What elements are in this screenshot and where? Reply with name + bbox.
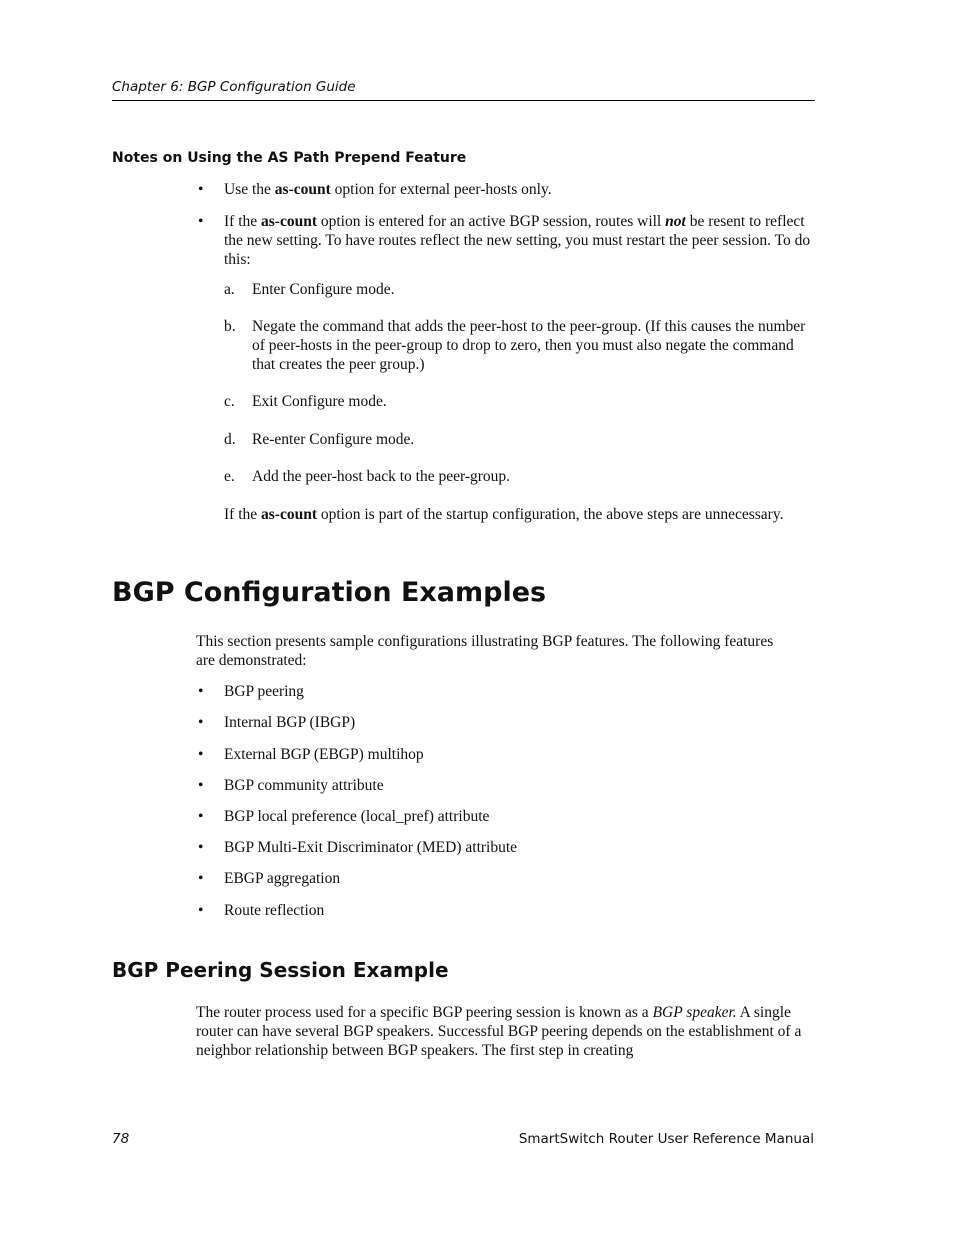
step-label: d. (224, 431, 236, 448)
subsection-heading-peering: BGP Peering Session Example (112, 958, 449, 982)
list-item-text: Internal BGP (IBGP) (224, 714, 356, 731)
bullet-marker: • (198, 902, 204, 919)
bullet-marker: • (198, 181, 204, 198)
bullet-marker: • (198, 213, 204, 230)
header-rule (112, 100, 815, 101)
term-bgp-speaker: BGP speaker. (652, 1004, 737, 1021)
step-text: Add the peer-host back to the peer-group. (252, 468, 511, 485)
as-count-keyword: as-count (261, 506, 317, 523)
bullet-marker: • (198, 777, 204, 794)
notes-section-title: Notes on Using the AS Path Prepend Feature (112, 150, 467, 166)
step-label: a. (224, 281, 235, 298)
step-text: Re-enter Configure mode. (252, 431, 415, 448)
list-item-text: Route reflection (224, 902, 325, 919)
manual-title: SmartSwitch Router User Reference Manual (518, 1131, 814, 1147)
running-header: Chapter 6: BGP Configuration Guide (112, 79, 356, 95)
bullet-marker: • (198, 683, 204, 700)
list-item-text: BGP Multi-Exit Discriminator (MED) attribute (224, 839, 518, 856)
list-item-text: EBGP aggregation (224, 870, 341, 887)
bullet-marker: • (198, 839, 204, 856)
peering-paragraph: The router process used for a specific BGP peering session is known as a BGP speaker. A single router can have several BGP speakers. Successful BGP peering depends on the establishment of a neighbor relationship between BGP speakers. The first step in creating (196, 1004, 802, 1059)
examples-intro: This section presents sample configurations illustrating BGP features. The following features are demonstrated: (196, 633, 774, 669)
list-item-text: BGP community attribute (224, 777, 384, 794)
as-count-keyword: as-count (274, 181, 331, 198)
list-item-text: BGP local preference (local_pref) attribute (224, 808, 490, 825)
notes-closing-paragraph: If the as-count option is part of the startup configuration, the above steps are unnecessary. (224, 506, 784, 523)
bullet-marker: • (198, 746, 204, 763)
list-item-text: BGP peering (224, 683, 304, 700)
notes-bullet-1-text: Use the as-count option for external peer-hosts only. (224, 181, 552, 198)
list-item-text: External BGP (EBGP) multihop (224, 746, 424, 763)
section-heading-examples: BGP Configuration Examples (112, 577, 547, 608)
notes-bullet-2-text: If the as-count option is entered for an active BGP session, routes will not be resent to reflect the new setting. To have routes reflect the new setting, you must restart the peer session. To do this: (224, 213, 811, 268)
step-label: b. (224, 318, 236, 335)
as-count-keyword: as-count (261, 213, 317, 230)
step-text: Negate the command that adds the peer-host to the peer-group. (If this causes the number of peer-hosts in the peer-group to drop to zero, then you must also negate the command that creates the peer group.) (252, 318, 806, 373)
bullet-marker: • (198, 808, 204, 825)
bullet-marker: • (198, 870, 204, 887)
emphasis-not: not (665, 213, 686, 230)
step-label: c. (224, 393, 235, 410)
step-label: e. (224, 468, 235, 485)
step-text: Exit Configure mode. (252, 393, 387, 410)
page-number: 78 (112, 1131, 130, 1147)
step-text: Enter Configure mode. (252, 281, 395, 298)
bullet-marker: • (198, 714, 204, 731)
